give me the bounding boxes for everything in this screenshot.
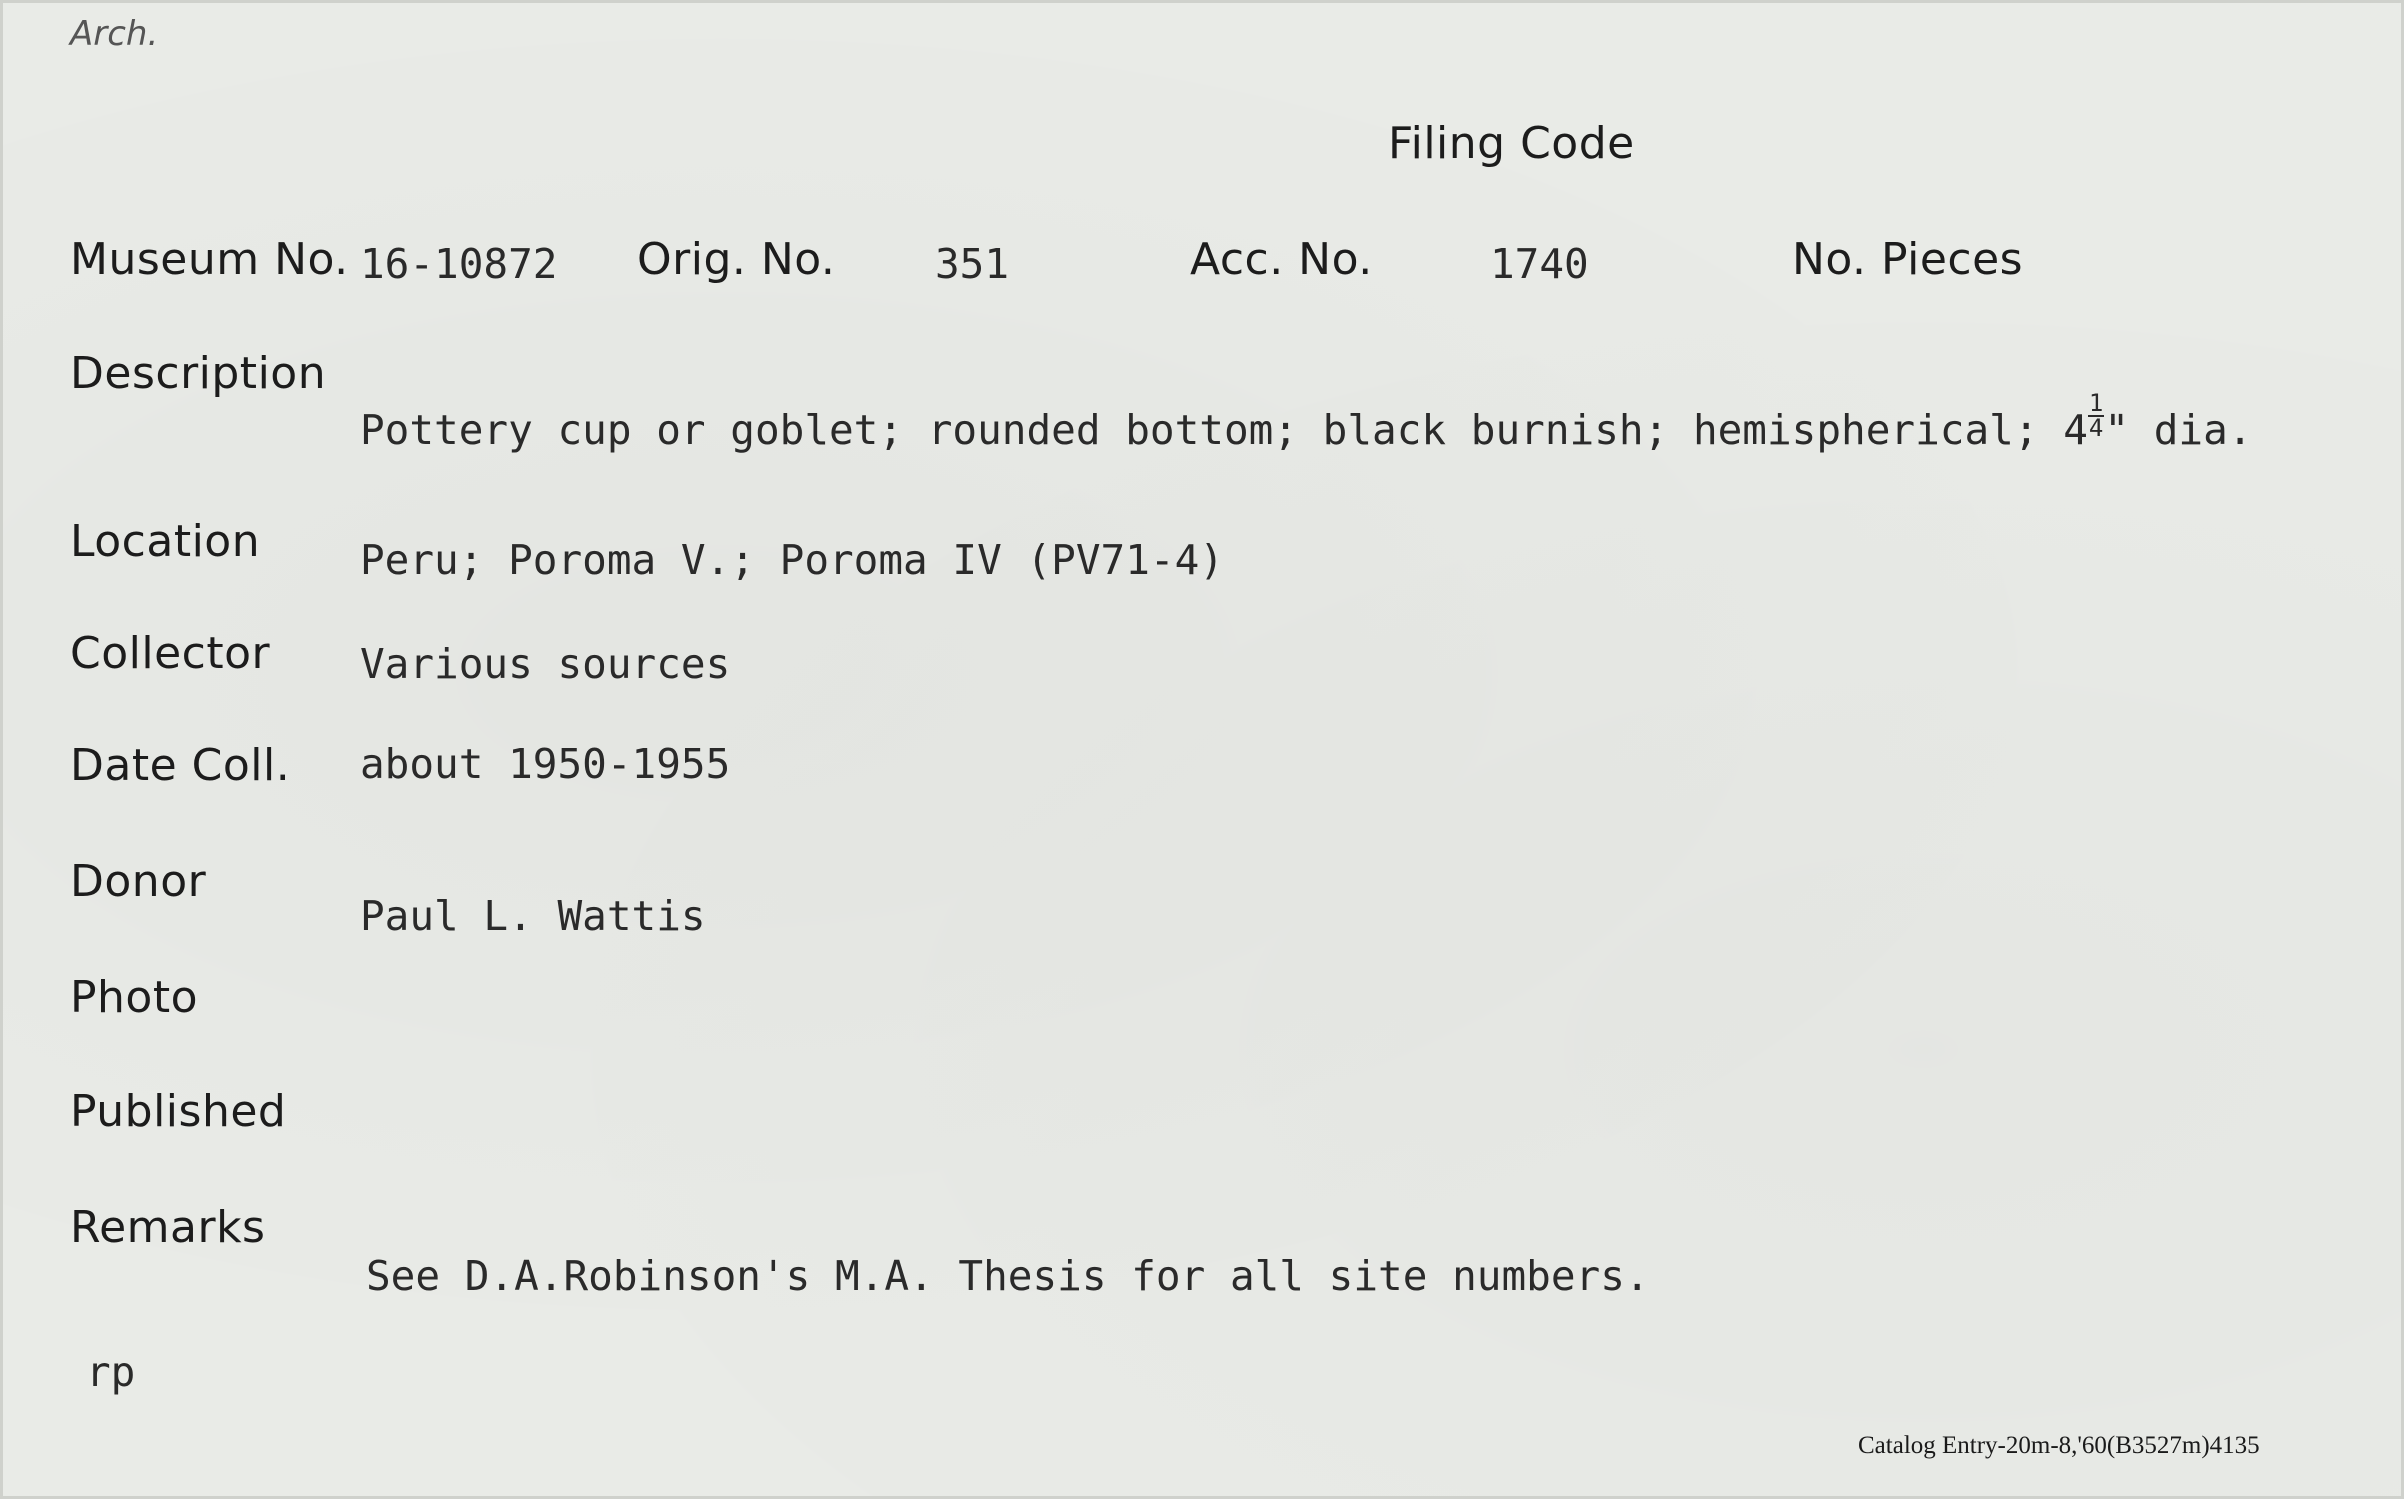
- description-value: [360, 389, 2253, 455]
- remarks-label: Remarks: [70, 1202, 266, 1253]
- collector-value: Various sources: [360, 640, 731, 688]
- date-coll-label: Date Coll.: [70, 740, 291, 791]
- location-label: Location: [70, 516, 261, 567]
- no-pieces-label: No. Pieces: [1792, 234, 2024, 285]
- museum-no-label: Museum No.: [70, 234, 349, 285]
- description-text-end: " dia.: [2104, 406, 2253, 455]
- description-label: Description: [70, 348, 327, 399]
- orig-no-label: Orig. No.: [637, 234, 836, 285]
- acc-no-label: Acc. No.: [1190, 234, 1373, 285]
- donor-value: Paul L. Wattis: [360, 892, 706, 940]
- filing-code-label: Filing Code: [1388, 118, 1635, 169]
- initials: rp: [86, 1348, 136, 1396]
- published-label: Published: [70, 1086, 287, 1137]
- orig-no-value: 351: [935, 240, 1010, 288]
- acc-no-value: 1740: [1490, 240, 1589, 288]
- remarks-value: See D.A.Robinson's M.A. Thesis for all site numbers.: [366, 1252, 1650, 1300]
- fraction-numerator: 1: [2088, 389, 2104, 417]
- date-coll-value: about 1950-1955: [360, 740, 731, 788]
- collector-label: Collector: [70, 628, 271, 679]
- donor-label: Donor: [70, 856, 207, 907]
- museum-no-value: 16-10872: [360, 240, 558, 288]
- catalog-footer: Catalog Entry-20m-8,'60(B3527m)4135: [1858, 1432, 2260, 1459]
- fraction-denominator: 4: [2088, 413, 2104, 442]
- photo-label: Photo: [70, 972, 199, 1023]
- description-fraction: [2088, 389, 2104, 442]
- description-text: Pottery cup or goblet; rounded bottom; black burnish; hemispherical; 4: [360, 406, 2088, 455]
- location-value: Peru; Poroma V.; Poroma IV (PV71-4): [360, 536, 1224, 584]
- corner-note: Arch.: [70, 14, 159, 54]
